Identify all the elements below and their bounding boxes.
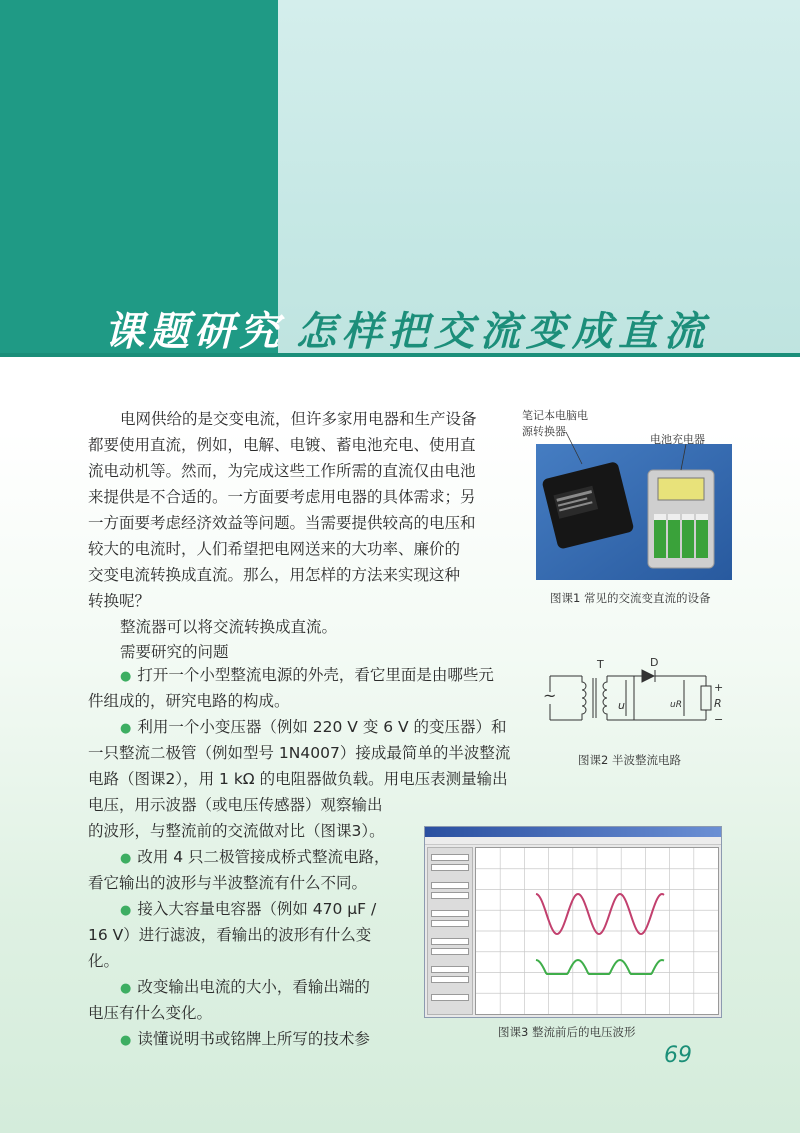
control-field[interactable] bbox=[431, 910, 469, 917]
item5-line-1: ● 改变输出电流的大小，看输出端的 bbox=[120, 974, 370, 1002]
rectifier-sentence: 整流器可以将交流转换成直流。 bbox=[120, 618, 338, 636]
figure1-caption: 图课1 常见的交流变直流的设备 bbox=[550, 591, 711, 605]
waveform-svg bbox=[476, 848, 718, 1014]
waveform-plot bbox=[475, 847, 719, 1015]
questions-heading: 需要研究的问题 bbox=[120, 643, 229, 661]
control-field[interactable] bbox=[431, 948, 469, 955]
item5-line-2: 电压有什么变化。 bbox=[88, 1004, 213, 1022]
figure2-caption: 图课2 半波整流电路 bbox=[578, 753, 681, 767]
window-titlebar bbox=[425, 827, 721, 837]
item1-line-2: 件组成的，研究电路的构成。 bbox=[88, 692, 290, 710]
control-field[interactable] bbox=[431, 938, 469, 945]
window-menubar bbox=[425, 837, 721, 845]
figure2-label-T: T bbox=[597, 658, 604, 671]
intro-line-7: 交变电流转换成直流。那么，用怎样的方法来实现这种 bbox=[88, 566, 461, 584]
intro-line-3: 流电动机等。然而，为完成这些工作所需的直流仅由电池 bbox=[88, 462, 476, 480]
figure2-label-D: D bbox=[650, 656, 659, 669]
item3-line-2: 看它输出的波形与半波整流有什么不同。 bbox=[88, 874, 368, 892]
rectified-waveform bbox=[536, 960, 664, 974]
intro-line-6: 较大的电流时，人们希望把电网送来的大功率、廉价的 bbox=[88, 540, 461, 558]
devices-illustration bbox=[536, 430, 732, 580]
control-field[interactable] bbox=[431, 966, 469, 973]
intro-line-1: 电网供给的是交变电流，但许多家用电器和生产设备 bbox=[120, 410, 477, 428]
section-title: 怎样把交流变成直流 bbox=[296, 308, 710, 355]
intro-line-5: 一方面要考虑经济效益等问题。当需要提供较高的电压和 bbox=[88, 514, 476, 532]
figure2-label-plus: + bbox=[714, 681, 724, 694]
oscilloscope-window bbox=[424, 826, 722, 1018]
figure1-label-charger: 电池充电器 bbox=[650, 433, 705, 446]
figure2-label-uR: uR bbox=[670, 700, 682, 710]
item4-line-1: ● 接入大容量电容器（例如 470 μF / bbox=[120, 896, 376, 924]
item2-line-4: 电压，用示波器（或电压传感器）观察输出 bbox=[88, 796, 383, 814]
ac-waveform bbox=[536, 894, 664, 934]
item2-line-3: 电路（图课2），用 1 kΩ 的电阻器做负载。用电压表测量输出 bbox=[88, 770, 508, 788]
intro-line-8: 转换呢？ bbox=[88, 592, 151, 610]
figure1-label-adapter-1: 笔记本电脑电 bbox=[522, 409, 588, 422]
control-field[interactable] bbox=[431, 920, 469, 927]
intro-line-4: 来提供是不合适的。一方面要考虑用电器的具体需求；另 bbox=[88, 488, 476, 506]
figure2-ac-symbol: ~ bbox=[543, 686, 557, 705]
figure2-label-R: R bbox=[714, 697, 722, 710]
figure2-label-minus: − bbox=[714, 713, 724, 726]
section-label: 课题研究 bbox=[104, 308, 284, 355]
figure2-circuit bbox=[538, 658, 728, 736]
figure1-photo bbox=[536, 430, 732, 580]
control-panel bbox=[427, 847, 473, 1015]
item4-line-3: 化。 bbox=[88, 952, 120, 970]
control-field[interactable] bbox=[431, 994, 469, 1001]
item1-line-1: ● 打开一个小型整流电源的外壳，看它里面是由哪些元 bbox=[120, 662, 494, 690]
item3-line-1: ● 改用 4 只二极管接成桥式整流电路， bbox=[120, 844, 390, 872]
figure3-caption: 图课3 整流前后的电压波形 bbox=[498, 1025, 636, 1039]
rectifier-circuit-diagram bbox=[538, 658, 728, 736]
item2-line-1: ● 利用一个小变压器（例如 220 V 变 6 V 的变压器）和 bbox=[120, 714, 507, 742]
control-field[interactable] bbox=[431, 864, 469, 871]
item2-line-5: 的波形，与整流前的交流做对比（图课3）。 bbox=[88, 822, 385, 840]
control-field[interactable] bbox=[431, 882, 469, 889]
control-field[interactable] bbox=[431, 854, 469, 861]
item4-line-2: 16 V）进行滤波，看输出的波形有什么变 bbox=[88, 926, 372, 944]
page-number: 69 bbox=[664, 1043, 692, 1068]
control-field[interactable] bbox=[431, 976, 469, 983]
figure1-label-adapter-2: 源转换器 bbox=[522, 425, 566, 438]
control-field[interactable] bbox=[431, 892, 469, 899]
item6-line-1: ● 读懂说明书或铭牌上所写的技术参 bbox=[120, 1026, 370, 1054]
item2-line-2: 一只整流二极管（例如型号 1N4007）接成最简单的半波整流 bbox=[88, 744, 511, 762]
intro-line-2: 都要使用直流，例如，电解、电镀、蓄电池充电、使用直 bbox=[88, 436, 476, 454]
figure2-label-u: u bbox=[618, 699, 625, 712]
